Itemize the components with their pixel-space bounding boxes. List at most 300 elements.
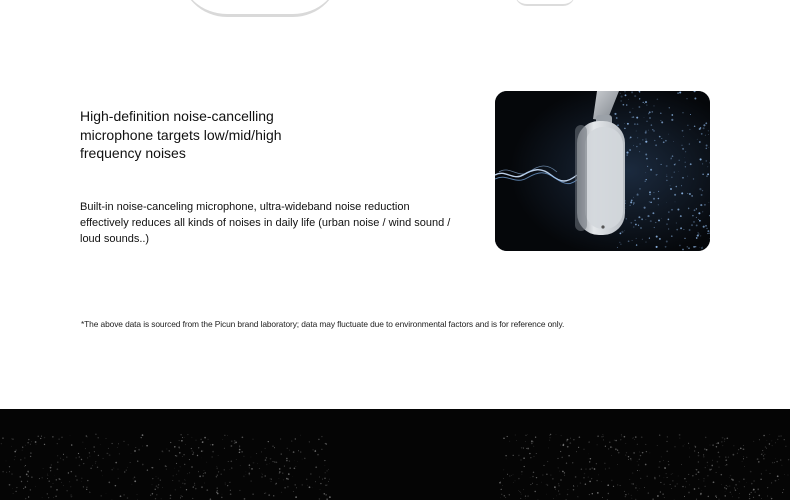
texture-dot xyxy=(130,462,131,463)
texture-dot xyxy=(521,474,522,475)
texture-dot xyxy=(632,472,633,473)
texture-dot xyxy=(607,484,609,486)
texture-dot xyxy=(725,456,726,457)
texture-dot xyxy=(780,459,782,461)
texture-dot xyxy=(224,469,225,470)
texture-dot xyxy=(289,450,290,451)
texture-dot xyxy=(567,446,569,448)
texture-dot xyxy=(534,456,535,457)
particle-dot xyxy=(625,94,627,96)
texture-dot xyxy=(729,477,730,478)
texture-dot xyxy=(758,461,760,463)
texture-dot xyxy=(684,496,685,497)
particle-dot xyxy=(616,117,618,119)
texture-dot xyxy=(141,437,142,438)
texture-dot xyxy=(27,471,29,473)
texture-dot xyxy=(579,436,581,438)
particle-dot xyxy=(656,174,657,175)
texture-dot xyxy=(2,471,4,473)
particle-dot xyxy=(688,248,689,249)
particle-dot xyxy=(644,207,646,209)
particle-dot xyxy=(708,147,709,148)
texture-dot xyxy=(22,447,23,448)
particle-dot xyxy=(682,249,684,251)
texture-dot xyxy=(178,480,180,482)
texture-dot xyxy=(28,476,29,477)
texture-dot xyxy=(239,452,240,453)
texture-dot xyxy=(126,470,127,471)
texture-dot xyxy=(284,466,285,467)
texture-dot xyxy=(734,487,735,488)
texture-dot xyxy=(637,490,638,491)
particle-dot xyxy=(620,244,621,245)
particle-dot xyxy=(654,227,655,228)
texture-dot xyxy=(326,494,327,495)
particle-dot xyxy=(693,221,695,223)
texture-dot xyxy=(120,495,122,497)
texture-dot xyxy=(567,494,568,495)
particle-dot xyxy=(638,216,640,218)
texture-dot xyxy=(100,444,101,445)
particle-dot xyxy=(651,111,653,113)
texture-dot xyxy=(198,471,199,472)
texture-dot xyxy=(573,486,574,487)
texture-dot xyxy=(23,488,24,489)
particle-dot xyxy=(644,103,645,104)
particle-dot xyxy=(650,169,652,171)
texture-dot xyxy=(205,472,206,473)
particle-dot xyxy=(653,192,654,193)
texture-dot xyxy=(162,451,163,452)
texture-dot xyxy=(773,463,774,464)
texture-dot xyxy=(9,466,10,467)
particle-dot xyxy=(674,164,676,166)
texture-dot xyxy=(176,474,177,475)
texture-dot xyxy=(123,494,125,496)
texture-dot xyxy=(269,463,270,464)
texture-dot xyxy=(774,462,775,463)
particle-dot xyxy=(663,141,665,143)
texture-dot xyxy=(212,444,214,446)
texture-dot xyxy=(759,439,760,440)
texture-dot xyxy=(250,457,251,458)
particle-dot xyxy=(683,136,684,137)
texture-dot xyxy=(83,463,84,464)
texture-dot xyxy=(24,466,25,467)
texture-dot xyxy=(146,445,148,447)
texture-dot xyxy=(761,454,762,455)
particle-dot xyxy=(661,218,662,219)
texture-dot xyxy=(712,460,713,461)
texture-dot xyxy=(61,482,62,483)
particle-dot xyxy=(679,160,680,161)
texture-dot xyxy=(711,465,713,467)
texture-dot xyxy=(27,442,28,443)
texture-dot xyxy=(229,482,230,483)
texture-dot xyxy=(637,470,638,471)
texture-dot xyxy=(87,457,88,458)
particle-dot xyxy=(676,186,678,188)
texture-dot xyxy=(775,480,777,482)
particle-dot xyxy=(650,220,652,222)
texture-dot xyxy=(672,473,673,474)
texture-dot xyxy=(507,436,508,437)
texture-dot xyxy=(283,479,284,480)
particle-dot xyxy=(708,134,709,135)
texture-dot xyxy=(580,482,581,483)
texture-dot xyxy=(230,490,231,491)
texture-dot xyxy=(167,449,168,450)
texture-dot xyxy=(70,494,71,495)
texture-dot xyxy=(152,478,153,479)
particle-dot xyxy=(624,128,626,129)
particle-dot xyxy=(661,121,663,123)
texture-dot xyxy=(722,437,724,439)
particle-dot xyxy=(676,223,677,224)
texture-dot xyxy=(265,492,266,493)
texture-dot xyxy=(56,489,57,490)
texture-dot xyxy=(749,494,750,495)
texture-dot xyxy=(35,486,36,487)
particle-dot xyxy=(661,164,662,165)
texture-dot xyxy=(329,496,331,498)
particle-dot xyxy=(631,91,633,93)
texture-dot xyxy=(631,498,632,499)
texture-dot xyxy=(321,449,322,450)
texture-dot xyxy=(660,482,661,483)
particle-dot xyxy=(698,212,700,214)
texture-dot xyxy=(731,494,732,495)
texture-dot xyxy=(778,479,779,480)
texture-dot xyxy=(615,440,617,442)
texture-dot xyxy=(108,482,110,484)
texture-dot xyxy=(613,486,614,487)
texture-dot xyxy=(180,487,181,488)
texture-dot xyxy=(735,490,736,491)
particle-dot xyxy=(649,238,650,239)
texture-dot xyxy=(612,447,613,448)
texture-dot xyxy=(706,449,708,451)
texture-dot xyxy=(672,480,673,481)
texture-dot xyxy=(664,477,665,478)
texture-dot xyxy=(689,457,690,458)
texture-dot xyxy=(767,496,768,497)
particle-dot xyxy=(705,122,707,124)
texture-dot xyxy=(688,443,689,444)
texture-dot xyxy=(725,495,726,496)
texture-dot xyxy=(739,481,740,482)
texture-dot xyxy=(646,451,647,452)
texture-dot xyxy=(257,463,258,464)
texture-dot xyxy=(732,496,733,497)
particle-dot xyxy=(675,164,676,165)
texture-dot xyxy=(293,451,295,453)
particle-dot xyxy=(634,123,636,125)
texture-dot xyxy=(661,457,662,458)
texture-dot xyxy=(75,475,76,476)
texture-dot xyxy=(225,482,226,483)
texture-dot xyxy=(111,443,112,444)
texture-dot xyxy=(641,436,643,438)
texture-dot xyxy=(44,437,45,438)
texture-dot xyxy=(513,474,514,475)
texture-dot xyxy=(216,476,217,477)
texture-dot xyxy=(707,465,708,466)
texture-dot xyxy=(513,482,514,483)
particle-dot xyxy=(645,141,647,143)
texture-dot xyxy=(523,489,524,490)
particle-dot xyxy=(639,188,640,189)
texture-dot xyxy=(558,485,560,487)
particle-dot xyxy=(645,131,646,132)
texture-dot xyxy=(180,497,181,498)
texture-dot xyxy=(201,486,203,488)
texture-dot xyxy=(235,442,237,444)
particle-dot xyxy=(646,219,647,220)
texture-dot xyxy=(86,489,87,490)
texture-dot xyxy=(30,489,31,490)
texture-dot xyxy=(704,478,705,479)
texture-dot xyxy=(657,445,658,446)
texture-dot xyxy=(97,467,98,468)
texture-dot xyxy=(295,484,296,485)
texture-dot xyxy=(536,477,537,478)
texture-dot xyxy=(231,467,232,468)
texture-dot xyxy=(39,478,40,479)
texture-dot xyxy=(152,484,153,485)
texture-dot xyxy=(181,440,183,442)
texture-dot xyxy=(611,455,612,456)
texture-dot xyxy=(671,488,672,489)
texture-dot xyxy=(325,465,326,466)
particle-dot xyxy=(645,154,647,156)
particle-dot xyxy=(635,224,637,226)
texture-dot xyxy=(500,481,501,482)
texture-dot xyxy=(315,466,317,468)
texture-dot xyxy=(117,447,118,448)
particle-dot xyxy=(687,176,688,177)
texture-dot xyxy=(521,494,522,495)
texture-dot xyxy=(585,469,586,470)
texture-dot xyxy=(170,495,172,497)
particle-dot xyxy=(646,121,647,122)
texture-dot xyxy=(696,469,697,470)
texture-dot xyxy=(630,458,632,460)
texture-dot xyxy=(286,478,288,480)
particle-dot xyxy=(671,119,673,121)
texture-dot xyxy=(567,489,568,490)
texture-dot xyxy=(89,452,90,453)
texture-dot xyxy=(208,439,209,440)
particle-dot xyxy=(706,228,707,229)
texture-dot xyxy=(618,452,620,454)
texture-dot xyxy=(50,470,51,471)
texture-dot xyxy=(570,438,571,439)
particle-dot xyxy=(660,113,662,115)
texture-dot xyxy=(239,449,240,450)
texture-dot xyxy=(725,465,726,466)
particle-dot xyxy=(639,98,640,99)
particle-dot xyxy=(668,134,669,135)
texture-dot xyxy=(724,487,725,488)
texture-dot xyxy=(524,466,525,467)
particle-dot xyxy=(652,129,653,130)
texture-dot xyxy=(57,468,59,470)
particle-dot xyxy=(691,195,692,196)
particle-dot xyxy=(630,201,632,203)
particle-dot xyxy=(637,194,638,195)
texture-dot xyxy=(28,496,29,497)
texture-dot xyxy=(53,483,54,484)
texture-dot xyxy=(521,447,523,449)
texture-dot xyxy=(194,483,195,484)
texture-dot xyxy=(713,481,715,483)
texture-dot xyxy=(274,496,275,497)
texture-dot xyxy=(762,450,763,451)
particle-dot xyxy=(686,98,687,99)
texture-dot xyxy=(769,434,770,435)
texture-dot xyxy=(746,482,747,483)
texture-dot xyxy=(70,435,71,436)
texture-dot xyxy=(589,461,590,462)
texture-dot xyxy=(560,479,561,480)
texture-dot xyxy=(20,476,21,477)
texture-dot xyxy=(312,449,314,451)
texture-dot xyxy=(596,463,597,464)
particle-dot xyxy=(637,123,639,125)
texture-dot xyxy=(730,492,731,493)
texture-dot xyxy=(161,498,162,499)
texture-dot xyxy=(743,448,744,449)
texture-dot xyxy=(609,442,610,443)
texture-dot xyxy=(325,485,326,486)
texture-dot xyxy=(155,476,156,477)
texture-dot xyxy=(115,462,117,464)
texture-dot xyxy=(737,453,738,454)
texture-dot xyxy=(210,444,211,445)
texture-dot xyxy=(760,479,761,480)
texture-dot xyxy=(775,458,776,459)
texture-dot xyxy=(728,457,729,458)
texture-dot xyxy=(633,452,635,454)
texture-dot xyxy=(629,479,630,480)
texture-dot xyxy=(156,494,157,495)
particle-dot xyxy=(685,166,686,167)
texture-dot xyxy=(566,463,567,464)
texture-dot xyxy=(659,467,660,468)
texture-dot xyxy=(555,489,556,490)
particle-dot xyxy=(646,104,647,105)
particle-dot xyxy=(636,238,637,239)
texture-dot xyxy=(193,453,194,454)
texture-dot xyxy=(631,483,632,484)
feature-heading xyxy=(80,107,320,163)
texture-dot xyxy=(249,467,250,468)
texture-dot xyxy=(300,451,302,453)
particle-dot xyxy=(652,212,654,214)
particle-dot xyxy=(697,235,699,237)
texture-dot xyxy=(242,436,244,438)
particle-dot xyxy=(681,192,683,194)
texture-dot xyxy=(76,457,77,458)
texture-dot xyxy=(578,447,579,448)
texture-dot xyxy=(200,439,202,441)
texture-dot xyxy=(503,437,505,439)
texture-dot xyxy=(206,489,208,491)
texture-dot xyxy=(521,471,522,472)
particle-dot xyxy=(676,229,678,231)
texture-dot xyxy=(575,476,577,478)
texture-dot xyxy=(287,486,289,488)
texture-dot xyxy=(542,474,543,475)
texture-dot xyxy=(63,454,64,455)
texture-dot xyxy=(199,476,201,478)
texture-dot xyxy=(679,437,680,438)
particle-dot xyxy=(706,148,707,149)
particle-dot xyxy=(669,107,670,108)
texture-dot xyxy=(707,475,708,476)
texture-dot xyxy=(135,447,136,448)
texture-dot xyxy=(721,441,722,442)
texture-dot xyxy=(41,477,43,479)
particle-dot xyxy=(697,232,698,233)
texture-dot xyxy=(30,444,31,445)
texture-dot xyxy=(781,465,782,466)
texture-dot xyxy=(217,487,218,488)
particle-dot xyxy=(701,247,703,249)
texture-dot xyxy=(191,466,193,468)
texture-dot xyxy=(280,438,281,439)
texture-dot xyxy=(727,438,729,440)
texture-dot xyxy=(265,475,266,476)
texture-dot xyxy=(734,488,735,489)
texture-dot xyxy=(746,457,747,458)
particle-dot xyxy=(660,120,661,121)
texture-dot xyxy=(287,448,288,449)
texture-dot xyxy=(536,484,537,485)
texture-dot xyxy=(519,491,520,492)
texture-dot xyxy=(743,456,744,457)
particle-dot xyxy=(657,98,659,100)
particle-dot xyxy=(709,202,710,203)
texture-dot xyxy=(76,479,78,481)
particle-dot xyxy=(626,154,628,156)
texture-dot xyxy=(744,486,745,487)
texture-dot xyxy=(218,455,219,456)
texture-dot xyxy=(602,497,603,498)
texture-dot xyxy=(758,495,760,497)
texture-dot xyxy=(201,458,202,459)
texture-dot xyxy=(577,486,578,487)
texture-dot xyxy=(220,473,221,474)
particle-dot xyxy=(703,124,705,126)
texture-dot xyxy=(548,447,549,448)
particle-dot xyxy=(671,235,673,237)
texture-dot xyxy=(327,484,328,485)
particle-dot xyxy=(693,178,694,179)
texture-dot xyxy=(589,481,591,483)
texture-dot xyxy=(155,498,156,499)
texture-dot xyxy=(692,475,693,476)
texture-dot xyxy=(300,435,301,436)
texture-dot xyxy=(216,466,217,467)
texture-dot xyxy=(221,497,223,499)
particle-dot xyxy=(703,226,705,228)
texture-dot xyxy=(63,485,64,486)
texture-dot xyxy=(666,473,667,474)
texture-dot xyxy=(763,458,764,459)
texture-dot xyxy=(721,484,722,485)
